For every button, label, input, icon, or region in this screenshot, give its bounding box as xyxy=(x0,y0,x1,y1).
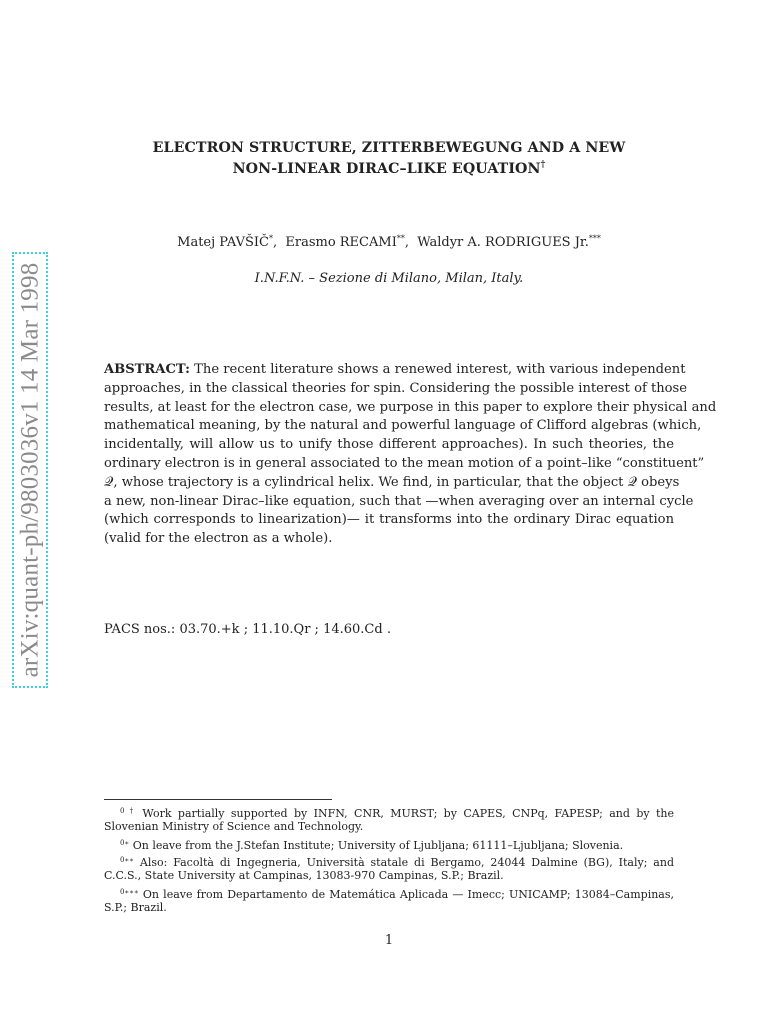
footnote-line: S.P.; Brazil. xyxy=(104,901,167,915)
footnote-line xyxy=(104,803,674,819)
author-mark: * xyxy=(268,234,273,243)
author-mark: ** xyxy=(396,234,405,243)
footnote-line: Slovenian Ministry of Science and Technology. xyxy=(104,820,364,834)
footnote-divider xyxy=(104,799,332,800)
abstract-line-text: The recent literature shows a renewed interest, with various independent xyxy=(194,362,686,377)
paper-title-line-2 xyxy=(104,160,674,177)
title-line-1-text: ELECTRON STRUCTURE, ZITTERBEWEGUNG AND A NEW xyxy=(152,140,626,156)
affiliation: I.N.F.N. – Sezione di Milano, Milan, Italy. xyxy=(254,271,524,286)
author-mark: *** xyxy=(588,234,601,243)
abstract-line: incidentally, will allow us to unify those different approaches). In such theories, the xyxy=(104,437,674,453)
title-line-2-text: NON-LINEAR DIRAC–LIKE EQUATION xyxy=(232,161,541,177)
page-number: 1 xyxy=(384,933,394,948)
abstract-line: mathematical meaning, by the natural and powerful language of Clifford algebras (which, xyxy=(104,418,702,434)
abstract-line: (which corresponds to linearization)— it transforms into the ordinary Dirac equation xyxy=(104,512,674,528)
title-footnote-mark: † xyxy=(540,160,546,170)
abstract-line: results, at least for the electron case, we purpose in this paper to explore their physical and xyxy=(104,399,717,415)
abstract-label: ABSTRACT: xyxy=(104,362,190,377)
footnote-text: On leave from the J.Stefan Institute; University of Ljubljana; 61111–Ljubljana; Slovenia. xyxy=(132,839,624,853)
arxiv-identifier-text: arXiv:quant-ph/9803036v1 14 Mar 1998 xyxy=(16,262,43,678)
footnote-mark: 0∗ xyxy=(120,839,130,848)
paper-title-line-1 xyxy=(104,140,674,156)
abstract-block xyxy=(104,361,717,549)
footnote-mark: 0∗∗∗ xyxy=(120,887,139,896)
abstract-line: approaches, in the classical theories for spin. Considering the possible interest of those xyxy=(104,380,688,396)
footnote-line xyxy=(104,835,674,851)
author-name: Waldyr A. RODRIGUES Jr. xyxy=(417,235,589,250)
footnote-mark: 0∗∗ xyxy=(120,855,134,864)
footnotes-block xyxy=(104,803,674,916)
pacs-numbers: PACS nos.: 03.70.+k ; 11.10.Qr ; 14.60.Cd . xyxy=(104,622,391,637)
author-list: Matej PAVŠIČ*, Erasmo RECAMI**, Waldyr A. RODRIGUES Jr.*** xyxy=(177,234,601,250)
arxiv-identifier-stamp xyxy=(12,252,48,688)
footnote-text: Work partially supported by INFN, CNR, MURST; by CAPES, CNPq, FAPESP; and by the xyxy=(142,807,675,820)
footnote-line xyxy=(104,852,674,868)
author-name: Erasmo RECAMI xyxy=(285,235,397,250)
footnote-line xyxy=(104,884,674,900)
abstract-line: 𝒬, whose trajectory is a cylindrical helix. We find, in particular, that the object 𝒬 obeys xyxy=(104,474,680,490)
abstract-line: (valid for the electron as a whole). xyxy=(104,531,333,547)
footnote-text: Also: Facoltà di Ingegneria, Università statale di Bergamo, 24044 Dalmine (BG), Italy; and xyxy=(139,855,674,869)
abstract-line xyxy=(104,361,686,380)
footnote-line: C.C.S., State University at Campinas, 13083-970 Campinas, S.P.; Brazil. xyxy=(104,868,504,882)
abstract-line: ordinary electron is in general associated to the mean motion of a point–like “constituent” xyxy=(104,455,705,471)
author-name: Matej PAVŠIČ xyxy=(177,235,269,250)
footnote-mark: 0 † xyxy=(120,807,136,815)
abstract-line: a new, non-linear Dirac–like equation, such that —when averaging over an internal cycle xyxy=(104,493,694,509)
footnote-text: On leave from Departamento de Matemática Aplicada — Imecc; UNICAMP; 13084–Campinas, xyxy=(142,887,674,901)
